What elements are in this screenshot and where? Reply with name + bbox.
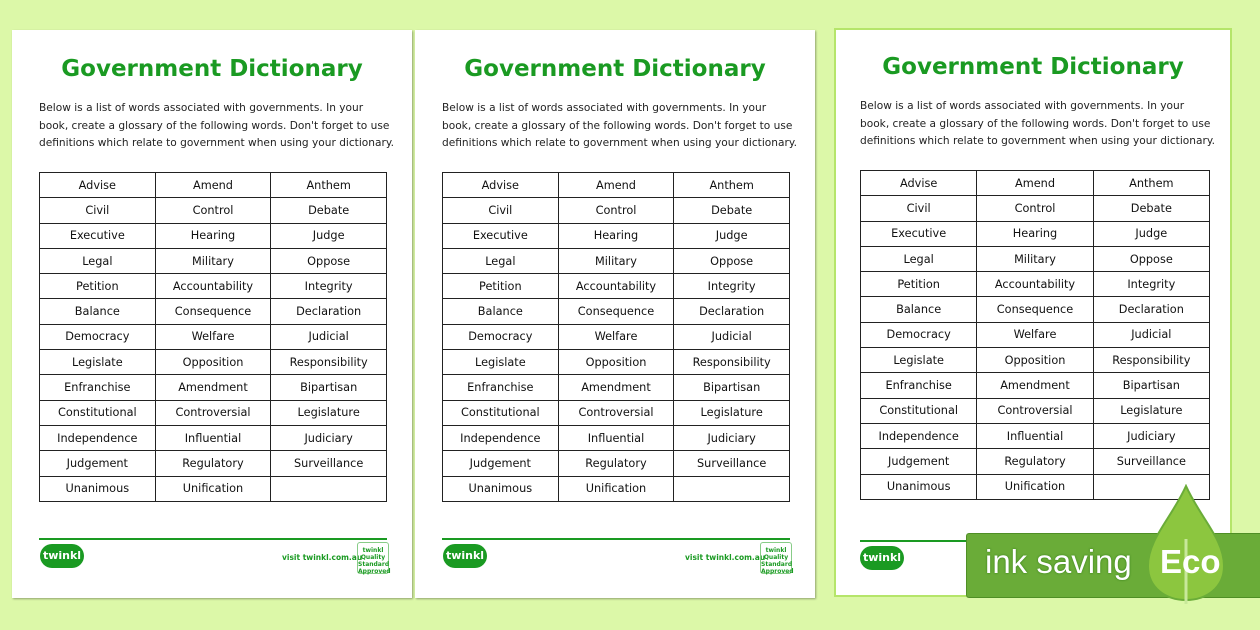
word-cell: Judiciary (1093, 423, 1209, 448)
table-row (40, 198, 387, 223)
word-cell: Opposition (977, 348, 1093, 373)
word-cell: Hearing (558, 223, 674, 248)
table-row (443, 400, 790, 425)
table-row (443, 476, 790, 501)
table-row (40, 299, 387, 324)
word-cell: Influential (155, 425, 271, 450)
word-cell: Accountability (155, 274, 271, 299)
worksheet-preview-1 (12, 30, 412, 598)
word-cell: Regulatory (977, 449, 1093, 474)
word-cell: Judgement (861, 449, 977, 474)
word-cell: Enfranchise (40, 375, 156, 400)
word-cell: Enfranchise (443, 375, 559, 400)
word-cell: Judicial (271, 324, 387, 349)
footer-divider (442, 538, 790, 540)
table-row (861, 322, 1210, 347)
word-cell: Oppose (674, 248, 790, 273)
word-cell: Executive (40, 223, 156, 248)
word-cell: Bipartisan (1093, 373, 1209, 398)
table-row (40, 375, 387, 400)
word-cell: Consequence (977, 297, 1093, 322)
word-cell: Judicial (674, 324, 790, 349)
word-cell: Petition (40, 274, 156, 299)
table-row (443, 375, 790, 400)
word-cell: Civil (40, 198, 156, 223)
intro-text: Below is a list of words associated with governments. In your book, create a glossary of the following words. Don't forget to use definitions which relate to government when using your dictionary. (860, 100, 1215, 147)
word-cell: Integrity (271, 274, 387, 299)
word-cell: Unanimous (861, 474, 977, 499)
word-cell: Amend (155, 173, 271, 198)
word-cell: Hearing (155, 223, 271, 248)
word-cell: Enfranchise (861, 373, 977, 398)
word-cell: Judge (674, 223, 790, 248)
intro-text: Below is a list of words associated with governments. In your book, create a glossary of the following words. Don't forget to use definitions which relate to government when using your dictionary. (39, 102, 394, 149)
word-cell: Legislate (443, 350, 559, 375)
word-cell: Control (558, 198, 674, 223)
word-cell: Legal (40, 248, 156, 273)
word-cell: Judicial (1093, 322, 1209, 347)
twinkl-logo: twinkl (860, 546, 904, 570)
table-row (40, 223, 387, 248)
twinkl-logo: twinkl (443, 544, 487, 568)
word-cell: Legislate (861, 348, 977, 373)
word-cell: Anthem (1093, 171, 1209, 196)
word-cell: Hearing (977, 221, 1093, 246)
table-row (443, 248, 790, 273)
table-row (443, 198, 790, 223)
page-title: Government Dictionary (61, 56, 363, 82)
table-row (40, 400, 387, 425)
table-row (40, 425, 387, 450)
word-cell: Judiciary (674, 425, 790, 450)
word-cell: Amend (977, 171, 1093, 196)
word-cell: Independence (443, 425, 559, 450)
table-row (861, 171, 1210, 196)
table-row (40, 274, 387, 299)
word-cell: Welfare (977, 322, 1093, 347)
word-cell: Petition (861, 272, 977, 297)
word-cell: Civil (861, 196, 977, 221)
twinkl-logo: twinkl (40, 544, 84, 568)
word-cell: Constitutional (861, 398, 977, 423)
table-row (861, 423, 1210, 448)
word-cell: Legal (861, 246, 977, 271)
page-title: Government Dictionary (464, 56, 766, 82)
word-cell: Balance (40, 299, 156, 324)
table-row (861, 348, 1210, 373)
word-cell: Democracy (861, 322, 977, 347)
table-row (861, 297, 1210, 322)
word-cell: Amendment (155, 375, 271, 400)
table-row (861, 246, 1210, 271)
word-cell: Judge (271, 223, 387, 248)
table-row (443, 173, 790, 198)
table-row (443, 223, 790, 248)
word-cell: Oppose (271, 248, 387, 273)
word-cell: Amend (558, 173, 674, 198)
visit-link: visit twinkl.com.au (282, 553, 363, 562)
word-cell (674, 476, 790, 501)
word-table (442, 172, 790, 502)
word-cell: Bipartisan (674, 375, 790, 400)
word-cell: Welfare (558, 324, 674, 349)
word-cell: Civil (443, 198, 559, 223)
word-cell: Unification (155, 476, 271, 501)
word-cell: Oppose (1093, 246, 1209, 271)
word-cell: Consequence (155, 299, 271, 324)
word-cell: Judge (1093, 221, 1209, 246)
word-cell: Independence (40, 425, 156, 450)
page-title: Government Dictionary (882, 54, 1184, 80)
word-cell: Democracy (40, 324, 156, 349)
word-cell: Accountability (977, 272, 1093, 297)
word-cell: Influential (558, 425, 674, 450)
word-cell (271, 476, 387, 501)
word-cell: Advise (861, 171, 977, 196)
word-cell: Balance (443, 299, 559, 324)
word-cell: Executive (443, 223, 559, 248)
word-cell: Judgement (443, 451, 559, 476)
word-cell: Influential (977, 423, 1093, 448)
word-cell: Consequence (558, 299, 674, 324)
word-cell: Debate (1093, 196, 1209, 221)
word-cell: Responsibility (271, 350, 387, 375)
word-cell: Unanimous (443, 476, 559, 501)
word-cell: Bipartisan (271, 375, 387, 400)
word-cell: Executive (861, 221, 977, 246)
word-cell: Balance (861, 297, 977, 322)
word-cell: Democracy (443, 324, 559, 349)
footer-divider (39, 538, 387, 540)
intro-text: Below is a list of words associated with governments. In your book, create a glossary of the following words. Don't forget to use definitions which relate to government when using your dictionary. (442, 102, 797, 149)
word-cell: Surveillance (1093, 449, 1209, 474)
word-cell: Accountability (558, 274, 674, 299)
word-cell: Anthem (271, 173, 387, 198)
table-row (443, 350, 790, 375)
eco-label: Eco (1160, 543, 1221, 580)
quality-badge: twinkl Quality Standard Approved (760, 542, 792, 574)
worksheet-preview-2 (415, 30, 815, 598)
table-row (861, 373, 1210, 398)
word-cell: Legal (443, 248, 559, 273)
word-cell: Constitutional (40, 400, 156, 425)
word-cell: Control (155, 198, 271, 223)
word-cell: Legislature (271, 400, 387, 425)
table-row (861, 272, 1210, 297)
word-cell: Judiciary (271, 425, 387, 450)
quality-badge: twinkl Quality Standard Approved (357, 542, 389, 574)
word-cell: Controversial (977, 398, 1093, 423)
word-cell: Declaration (271, 299, 387, 324)
table-row (40, 350, 387, 375)
table-row (40, 324, 387, 349)
word-cell: Debate (674, 198, 790, 223)
word-cell: Surveillance (271, 451, 387, 476)
word-cell: Advise (40, 173, 156, 198)
word-cell: Military (977, 246, 1093, 271)
word-cell: Debate (271, 198, 387, 223)
word-table (39, 172, 387, 502)
visit-link: visit twinkl.com.au (685, 553, 766, 562)
footer-divider (860, 540, 970, 542)
word-cell: Advise (443, 173, 559, 198)
word-cell: Amendment (977, 373, 1093, 398)
table-row (443, 324, 790, 349)
table-row (443, 274, 790, 299)
word-cell: Declaration (674, 299, 790, 324)
table-row (40, 476, 387, 501)
word-cell: Responsibility (1093, 348, 1209, 373)
table-row (40, 173, 387, 198)
word-cell: Independence (861, 423, 977, 448)
word-cell: Military (155, 248, 271, 273)
table-row (443, 451, 790, 476)
word-cell: Regulatory (558, 451, 674, 476)
word-cell: Amendment (558, 375, 674, 400)
word-cell: Opposition (558, 350, 674, 375)
word-cell: Legislature (1093, 398, 1209, 423)
table-row (861, 398, 1210, 423)
word-cell: Regulatory (155, 451, 271, 476)
table-row (40, 451, 387, 476)
table-row (443, 425, 790, 450)
word-cell: Integrity (674, 274, 790, 299)
word-cell: Constitutional (443, 400, 559, 425)
word-cell: Judgement (40, 451, 156, 476)
ink-saving-text: ink saving (985, 543, 1132, 580)
table-row (40, 248, 387, 273)
word-cell: Unanimous (40, 476, 156, 501)
word-cell: Anthem (674, 173, 790, 198)
word-cell: Control (977, 196, 1093, 221)
word-table (860, 170, 1210, 500)
word-cell: Integrity (1093, 272, 1209, 297)
word-cell: Unification (558, 476, 674, 501)
table-row (861, 449, 1210, 474)
word-cell: Legislate (40, 350, 156, 375)
word-cell: Responsibility (674, 350, 790, 375)
table-row (443, 299, 790, 324)
word-cell: Controversial (155, 400, 271, 425)
word-cell: Controversial (558, 400, 674, 425)
word-cell: Unification (977, 474, 1093, 499)
word-cell: Military (558, 248, 674, 273)
word-cell: Surveillance (674, 451, 790, 476)
word-cell: Legislature (674, 400, 790, 425)
table-row (861, 196, 1210, 221)
word-cell: Declaration (1093, 297, 1209, 322)
word-cell: Welfare (155, 324, 271, 349)
word-cell: Petition (443, 274, 559, 299)
table-row (861, 221, 1210, 246)
word-cell: Opposition (155, 350, 271, 375)
